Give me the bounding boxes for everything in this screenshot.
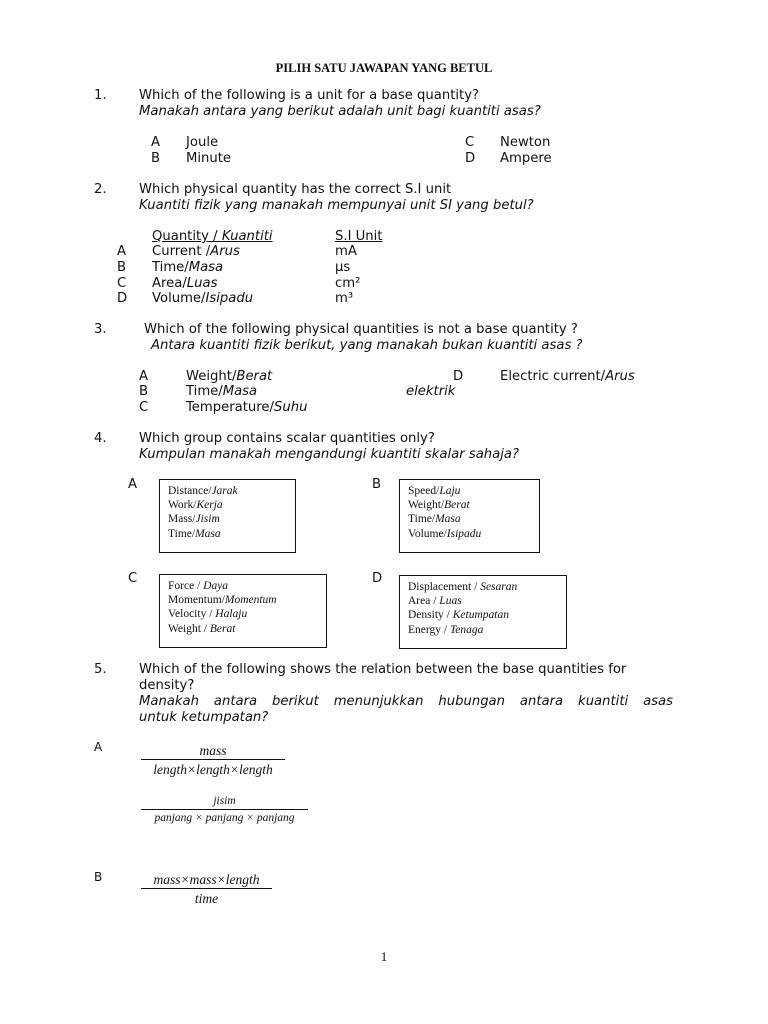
box-item: Density / Ketumpatan [408, 609, 509, 622]
question-number: 1. [94, 88, 107, 103]
fraction-numerator: mass×mass×length [153, 872, 260, 887]
option-letter[interactable]: D [372, 571, 383, 586]
option-letter[interactable]: A [151, 135, 161, 150]
box-item: Weight/Berat [408, 499, 470, 512]
option-letter[interactable]: B [117, 260, 127, 275]
fraction-numerator: mass [199, 743, 227, 758]
box-item: Area / Luas [408, 595, 462, 608]
option-text[interactable]: Area/Luas [152, 276, 218, 291]
option-letter[interactable]: D [465, 151, 476, 166]
option-text[interactable]: Joule [186, 135, 219, 150]
fraction-denominator: time [194, 891, 219, 906]
question-text-en: Which physical quantity has the correct S.I unit [139, 182, 452, 197]
option-box[interactable] [399, 575, 567, 649]
option-unit: mA [335, 244, 357, 259]
question-text-ms: Antara kuantiti fizik berikut, yang manakah bukan kuantiti asas ? [151, 338, 583, 353]
option-unit: cm² [335, 276, 361, 291]
option-text[interactable]: Electric current/Arus [500, 369, 635, 384]
option-letter[interactable]: D [453, 369, 464, 384]
option-unit: m³ [335, 291, 354, 306]
question-text-ms: Kumpulan manakah mengandungi kuantiti skalar sahaja? [139, 447, 519, 462]
option-letter[interactable]: C [139, 400, 149, 415]
box-item: Speed/Laju [408, 485, 461, 497]
option-letter[interactable]: C [117, 276, 127, 291]
option-letter[interactable]: A [128, 477, 138, 492]
box-item: Work/Kerja [168, 499, 223, 512]
option-letter[interactable]: B [139, 384, 149, 399]
option-letter[interactable]: B [151, 151, 161, 166]
option-letter[interactable]: A [117, 244, 127, 259]
question-text-en-line2: density? [139, 678, 195, 693]
option-box[interactable] [399, 479, 540, 553]
option-text[interactable]: Volume/Isipadu [152, 291, 254, 306]
option-unit: µs [335, 260, 351, 275]
fraction-ms[interactable] [141, 794, 308, 827]
option-text[interactable]: Newton [500, 135, 551, 150]
question-text-en-line1: Which of the following shows the relation between the base quantities for [139, 662, 627, 677]
question-number: 3. [94, 322, 107, 337]
option-text[interactable]: Temperature/Suhu [186, 400, 308, 415]
question-text-ms-line1: Manakah antara berikut menunjukkan hubungan antara kuantiti asas [139, 694, 673, 709]
question-text-ms: Kuantiti fizik yang manakah mempunyai unit SI yang betul? [139, 198, 534, 213]
option-letter[interactable]: C [465, 135, 475, 150]
option-text[interactable]: Time/Masa [152, 260, 224, 275]
option-letter[interactable]: D [117, 291, 128, 306]
question-text-en: Which group contains scalar quantities only? [139, 431, 435, 446]
question-text-ms-line2: untuk ketumpatan? [139, 710, 269, 725]
option-text[interactable]: Minute [186, 151, 232, 166]
option-text[interactable]: Ampere [500, 151, 552, 166]
box-item: Distance/Jarak [168, 485, 238, 497]
question-number: 2. [94, 182, 107, 197]
box-item: Momentum/Momentum [168, 594, 277, 607]
option-letter[interactable]: B [94, 870, 103, 884]
option-box[interactable] [159, 574, 327, 648]
question-number: 4. [94, 431, 107, 446]
fraction[interactable] [141, 871, 272, 908]
question-text-ms: Manakah antara yang berikut adalah unit bagi kuantiti asas? [139, 104, 541, 119]
box-item: Force / Daya [168, 580, 229, 592]
option-letter[interactable]: A [139, 369, 149, 384]
table-header-unit: S.I Unit [335, 229, 383, 244]
box-item: Time/Masa [408, 513, 461, 526]
page-title: PILIH SATU JAWAPAN YANG BETUL [275, 61, 493, 75]
box-item: Volume/Isipadu [408, 527, 482, 540]
option-text[interactable]: Weight/Berat [186, 369, 273, 384]
box-item: Velocity / Halaju [168, 608, 248, 621]
option-text[interactable]: Time/Masa [186, 384, 258, 399]
fraction-denominator: length×length×length [153, 762, 273, 777]
fraction-numerator: jisim [213, 795, 236, 807]
option-letter[interactable]: C [128, 571, 138, 586]
box-item: Weight / Berat [168, 622, 236, 635]
fraction-denominator: panjang × panjang × panjang [154, 812, 295, 824]
box-item: Energy / Tenaga [408, 623, 484, 636]
option-text[interactable]: Current /Arus [152, 244, 240, 259]
question-text-en: Which of the following is a unit for a base quantity? [139, 88, 480, 103]
option-box[interactable] [159, 479, 296, 553]
box-item: Mass/Jisim [168, 513, 220, 526]
option-text-continuation: elektrik [406, 384, 456, 399]
box-item: Displacement / Sesaran [408, 581, 518, 593]
page-number: 1 [380, 949, 388, 964]
fraction-en[interactable] [141, 742, 285, 779]
option-letter[interactable]: B [372, 477, 382, 492]
table-header-quantity: Quantity / Kuantiti [152, 229, 273, 244]
question-text-en: Which of the following physical quantities is not a base quantity ? [144, 322, 578, 337]
question-number: 5. [94, 662, 107, 677]
box-item: Time/Masa [168, 527, 221, 540]
option-letter[interactable]: A [94, 740, 103, 754]
